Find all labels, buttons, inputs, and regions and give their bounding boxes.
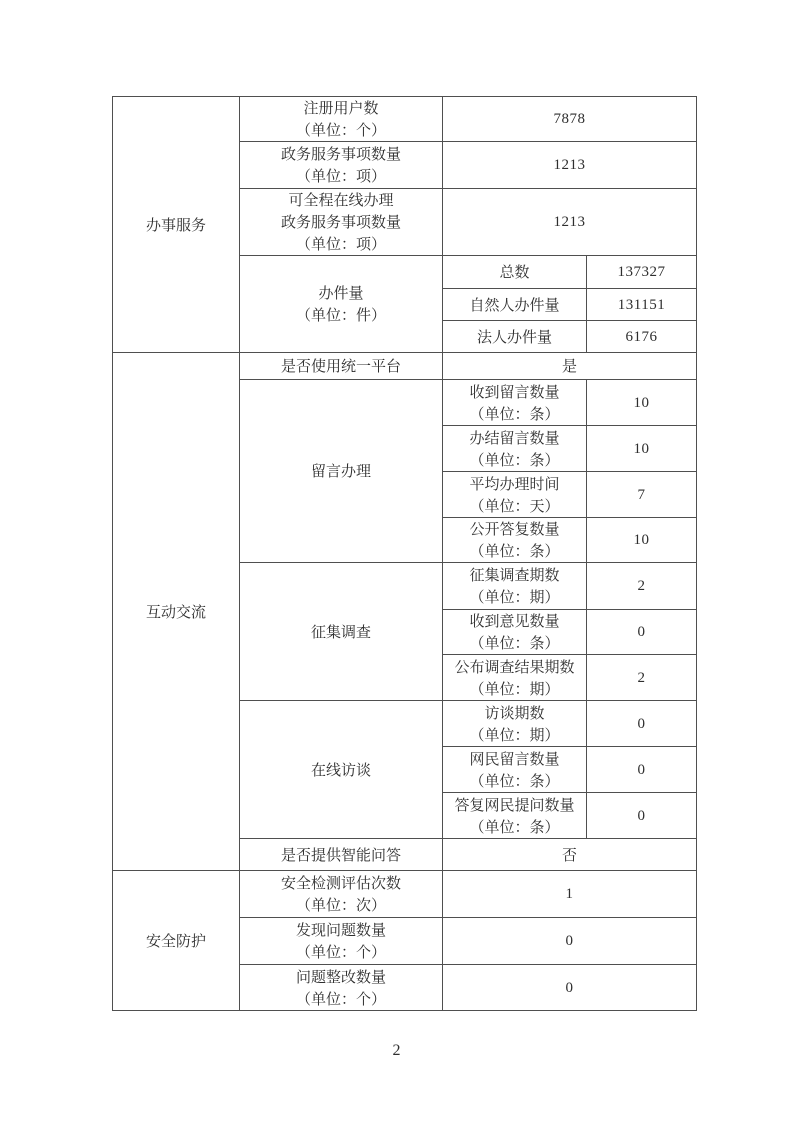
cell-registered-users-value: 7878 (443, 97, 697, 142)
group-label-service: 办事服务 (145, 215, 206, 234)
cell-questions-answered-value: 0 (587, 793, 697, 839)
cell-natural-person-label: 自然人办件量 (443, 289, 587, 321)
metric-unit: （单位：条） (469, 542, 560, 560)
metric-unit: （单位：个） (295, 943, 386, 961)
metric-label: 征集调查期数 (469, 566, 560, 584)
metric-unit: （单位：条） (469, 771, 560, 790)
cell-problems-fixed-value: 0 (443, 965, 697, 1011)
cell-interview-periods-value: 0 (587, 701, 697, 747)
cell-survey-periods-value: 2 (587, 563, 697, 610)
group-cell-interaction (113, 353, 240, 871)
cell-assessments-value: 1 (443, 871, 697, 918)
metric-unit: （单位：期） (469, 725, 560, 744)
group-cell-service (113, 97, 240, 353)
metric-unit: （单位：项） (295, 167, 386, 185)
metric-unit: （单位：个） (295, 989, 386, 1008)
cell-results-published-label (443, 655, 587, 701)
metric-unit: （单位：条） (469, 450, 560, 469)
metric-label: 办件量 (318, 284, 364, 302)
metric-unit: （单位：项） (295, 235, 386, 253)
cell-online-interview-label: 在线访谈 (240, 701, 443, 839)
metric-unit: （单位：件） (295, 306, 386, 324)
cell-survey-periods-label (443, 563, 587, 610)
group-label-interaction: 互动交流 (145, 602, 206, 621)
cell-legal-person-value: 6176 (587, 321, 697, 353)
metric-label: 访谈期数 (484, 703, 545, 722)
cell-service-items-label (240, 142, 443, 189)
page-number: 2 (392, 1042, 401, 1059)
metric-label: 公布调查结果期数 (454, 657, 575, 676)
metric-label: 收到意见数量 (469, 612, 560, 630)
metric-unit: （单位：期） (469, 679, 560, 698)
cell-questions-answered-label (443, 793, 587, 839)
cell-messages-received-label (443, 380, 587, 426)
metric-unit: （单位：次） (295, 896, 386, 914)
cell-case-volume-label (240, 256, 443, 353)
metric-unit: （单位：天） (469, 496, 560, 515)
metric-unit: （单位：期） (469, 588, 560, 606)
cell-online-full-process-value: 1213 (443, 189, 697, 256)
cell-survey-label: 征集调查 (240, 563, 443, 701)
metric-label: 发现问题数量 (295, 921, 386, 939)
cell-messages-received-value: 10 (587, 380, 697, 426)
cell-interview-periods-label (443, 701, 587, 747)
cell-messages-completed-value: 10 (587, 426, 697, 472)
metric-label: 答复网民提问数量 (454, 795, 575, 814)
cell-legal-person-label: 法人办件量 (443, 321, 587, 353)
cell-messages-completed-label (443, 426, 587, 472)
metric-label: 网民留言数量 (469, 749, 560, 768)
cell-public-replies-value: 10 (587, 518, 697, 563)
cell-unified-platform-label: 是否使用统一平台 (240, 353, 443, 380)
cell-problems-found-value: 0 (443, 918, 697, 965)
cell-case-volume-total-value: 137327 (587, 256, 697, 289)
metric-label-line2: 政务服务事项数量 (280, 213, 401, 231)
metric-label-line1: 可全程在线办理 (288, 191, 394, 209)
metric-label: 平均办理时间 (469, 474, 560, 493)
cell-problems-found-label (240, 918, 443, 965)
cell-assessments-label (240, 871, 443, 918)
cell-avg-time-label (443, 472, 587, 518)
metric-label: 安全检测评估次数 (280, 874, 401, 892)
metric-unit: （单位：条） (469, 634, 560, 652)
metric-label: 注册用户数 (303, 99, 379, 117)
cell-smart-qa-value: 否 (443, 839, 697, 871)
cell-public-replies-label (443, 518, 587, 563)
metric-label: 公开答复数量 (469, 520, 560, 538)
metric-label: 政务服务事项数量 (280, 145, 401, 163)
group-label-security: 安全防护 (145, 931, 206, 950)
cell-smart-qa-label: 是否提供智能问答 (240, 839, 443, 871)
metric-label: 收到留言数量 (469, 382, 560, 401)
cell-registered-users-label (240, 97, 443, 142)
group-cell-security (113, 871, 240, 1011)
cell-natural-person-value: 131151 (587, 289, 697, 321)
metric-label: 办结留言数量 (469, 428, 560, 447)
metric-unit: （单位：条） (469, 817, 560, 836)
cell-unified-platform-value: 是 (443, 353, 697, 380)
cell-case-volume-total-label: 总数 (443, 256, 587, 289)
cell-service-items-value: 1213 (443, 142, 697, 189)
cell-avg-time-value: 7 (587, 472, 697, 518)
cell-opinions-received-label (443, 610, 587, 655)
cell-problems-fixed-label (240, 965, 443, 1011)
cell-results-published-value: 2 (587, 655, 697, 701)
cell-netizen-messages-label (443, 747, 587, 793)
cell-online-full-process-label (240, 189, 443, 256)
statistics-table (112, 96, 697, 1011)
metric-label: 问题整改数量 (295, 967, 386, 986)
cell-message-handling-label: 留言办理 (240, 380, 443, 563)
metric-unit: （单位：个） (295, 121, 386, 139)
cell-opinions-received-value: 0 (587, 610, 697, 655)
cell-netizen-messages-value: 0 (587, 747, 697, 793)
metric-unit: （单位：条） (469, 404, 560, 423)
